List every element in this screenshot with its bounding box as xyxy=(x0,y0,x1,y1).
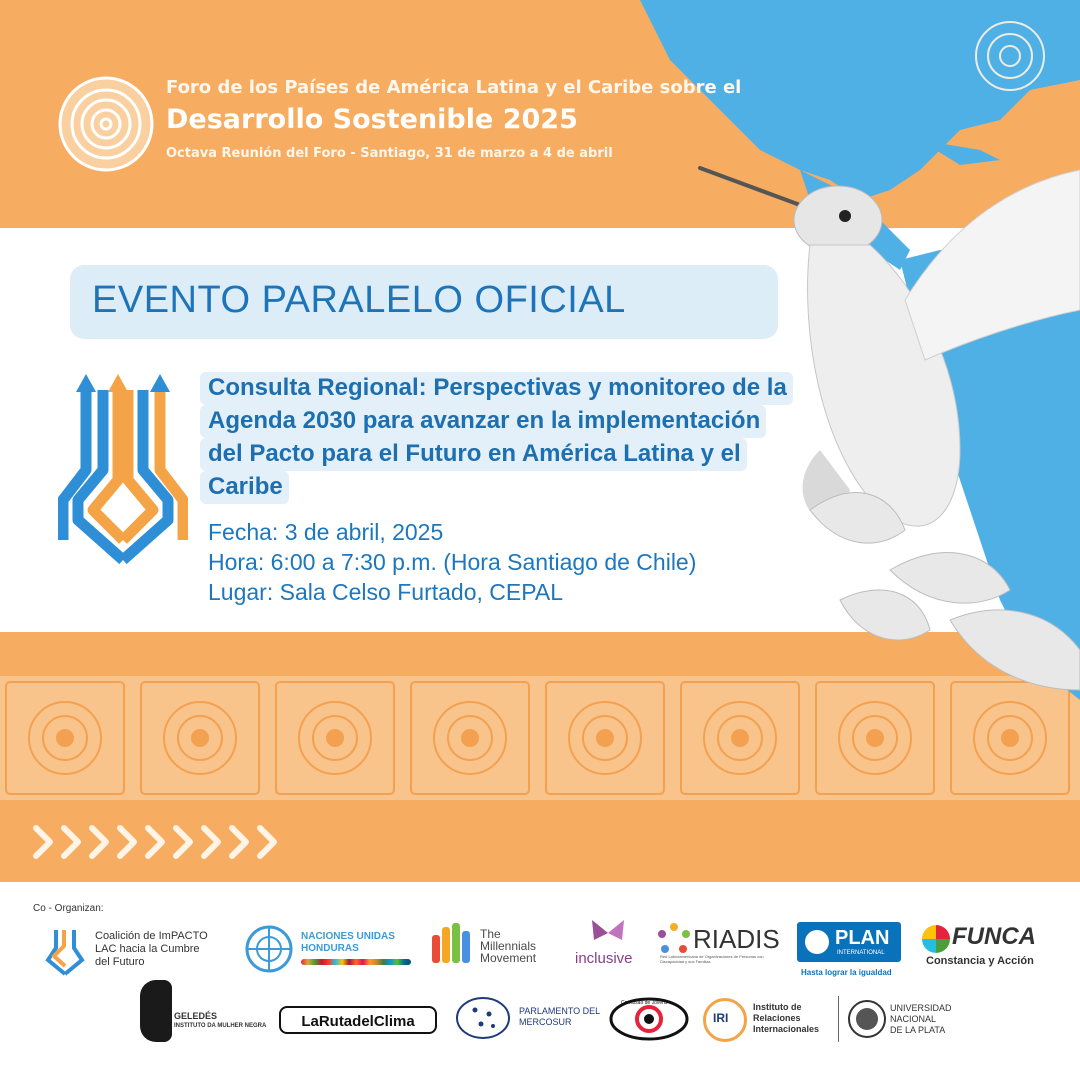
riadis-ring-icon xyxy=(657,922,691,956)
chevron-arrows-icon xyxy=(30,822,280,862)
event-title-line: Consulta Regional: Perspectivas y monitoreo de la xyxy=(200,372,793,405)
geledes-portrait-icon xyxy=(140,980,172,1042)
unlp-name-line: NACIONAL xyxy=(890,1014,937,1024)
forum-title-line2: Desarrollo Sostenible 2025 xyxy=(166,104,578,135)
la-ruta-del-clima-logo: LaRutadelClima xyxy=(279,1006,437,1034)
impacto-coalition-name xyxy=(95,930,208,969)
parlamento-name-line: MERCOSUR xyxy=(519,1017,572,1027)
inclusive-name: inclusive xyxy=(575,950,633,967)
impacto-small-logo xyxy=(42,926,88,976)
unlp-crest-icon xyxy=(847,997,887,1041)
funca-name: FUNCA xyxy=(952,923,1036,950)
co-organizers-label: Co - Organizan: xyxy=(33,903,104,914)
millennials-movement-name xyxy=(480,928,536,964)
sdg-color-bar xyxy=(301,959,411,965)
event-location: Lugar: Sala Celso Furtado, CEPAL xyxy=(208,579,563,605)
impacto-name-line: del Futuro xyxy=(95,956,145,968)
iri-seal-letters: IRI xyxy=(713,1011,729,1025)
plan-international-logo xyxy=(797,922,901,962)
un-name-line: HONDURAS xyxy=(301,943,359,954)
impacto-arrows-logo xyxy=(58,370,188,570)
millennials-name-line: The xyxy=(480,927,501,941)
un-name-line: NACIONES UNIDAS xyxy=(301,931,395,942)
unlp-name-line: DE LA PLATA xyxy=(890,1025,946,1035)
inclusive-butterfly-icon xyxy=(590,918,626,948)
riadis-name: RIADIS xyxy=(693,924,780,954)
event-time: Hora: 6:00 a 7:30 p.m. (Hora Santiago de Chile) xyxy=(208,549,697,575)
forum-title-line1: Foro de los Países de América Latina y el Caribe sobre el xyxy=(166,77,742,98)
geledes-name-line: GELEDÉS xyxy=(174,1011,218,1021)
riadis-subtitle: Red Latinoamericana de Organizaciones de Personas con Discapacidad y sus Familias xyxy=(660,954,764,964)
iri-name xyxy=(753,1002,819,1035)
comissao-jovens-label: Comissão de Jovens xyxy=(621,1000,668,1006)
forum-spiral-logo xyxy=(58,76,154,172)
iri-name-line: Relaciones xyxy=(753,1013,801,1023)
event-title-line: Agenda 2030 para avanzar en la implementación xyxy=(200,405,766,438)
iri-seal-icon xyxy=(703,998,747,1042)
plan-figure-icon xyxy=(805,930,829,954)
event-title-line: Caribe xyxy=(200,471,289,504)
plan-name: PLAN xyxy=(835,927,890,949)
un-honduras-name xyxy=(301,931,395,955)
millennials-hands-icon xyxy=(428,921,476,967)
unlp-name xyxy=(890,1003,952,1036)
logo-divider xyxy=(838,996,839,1042)
iri-name-line: Instituto de xyxy=(753,1002,802,1012)
badge-label: EVENTO PARALELO OFICIAL xyxy=(92,279,626,321)
un-emblem-icon xyxy=(243,923,295,975)
plan-subname: INTERNATIONAL xyxy=(837,950,885,956)
mercosur-stars-icon xyxy=(455,996,511,1040)
impacto-name-line: LAC hacia la Cumbre xyxy=(95,943,200,955)
event-date: Fecha: 3 de abril, 2025 xyxy=(208,519,444,545)
funca-colorwheel-icon xyxy=(922,925,950,953)
geledes-name xyxy=(174,1011,266,1031)
funca-subtitle: Constancia y Acción xyxy=(926,955,1034,967)
iri-name-line: Internacionales xyxy=(753,1024,820,1034)
event-title xyxy=(200,372,818,506)
plan-tagline: Hasta lograr la igualdad xyxy=(801,968,892,977)
unlp-name-line: UNIVERSIDAD xyxy=(890,1003,952,1013)
geledes-name-line: INSTITUTO DA MULHER NEGRA xyxy=(174,1023,267,1029)
forum-subtitle: Octava Reunión del Foro - Santiago, 31 de marzo a 4 de abril xyxy=(166,146,613,161)
millennials-name-line: Millennials xyxy=(480,939,537,953)
impacto-name-line: Coalición de ImPACTO xyxy=(95,930,208,942)
parlamento-mercosur-name xyxy=(519,1006,600,1028)
event-title-line: del Pacto para el Futuro en América Latina y el xyxy=(200,438,747,471)
millennials-name-line: Movement xyxy=(480,951,537,965)
parlamento-name-line: PARLAMENTO DEL xyxy=(519,1006,601,1016)
